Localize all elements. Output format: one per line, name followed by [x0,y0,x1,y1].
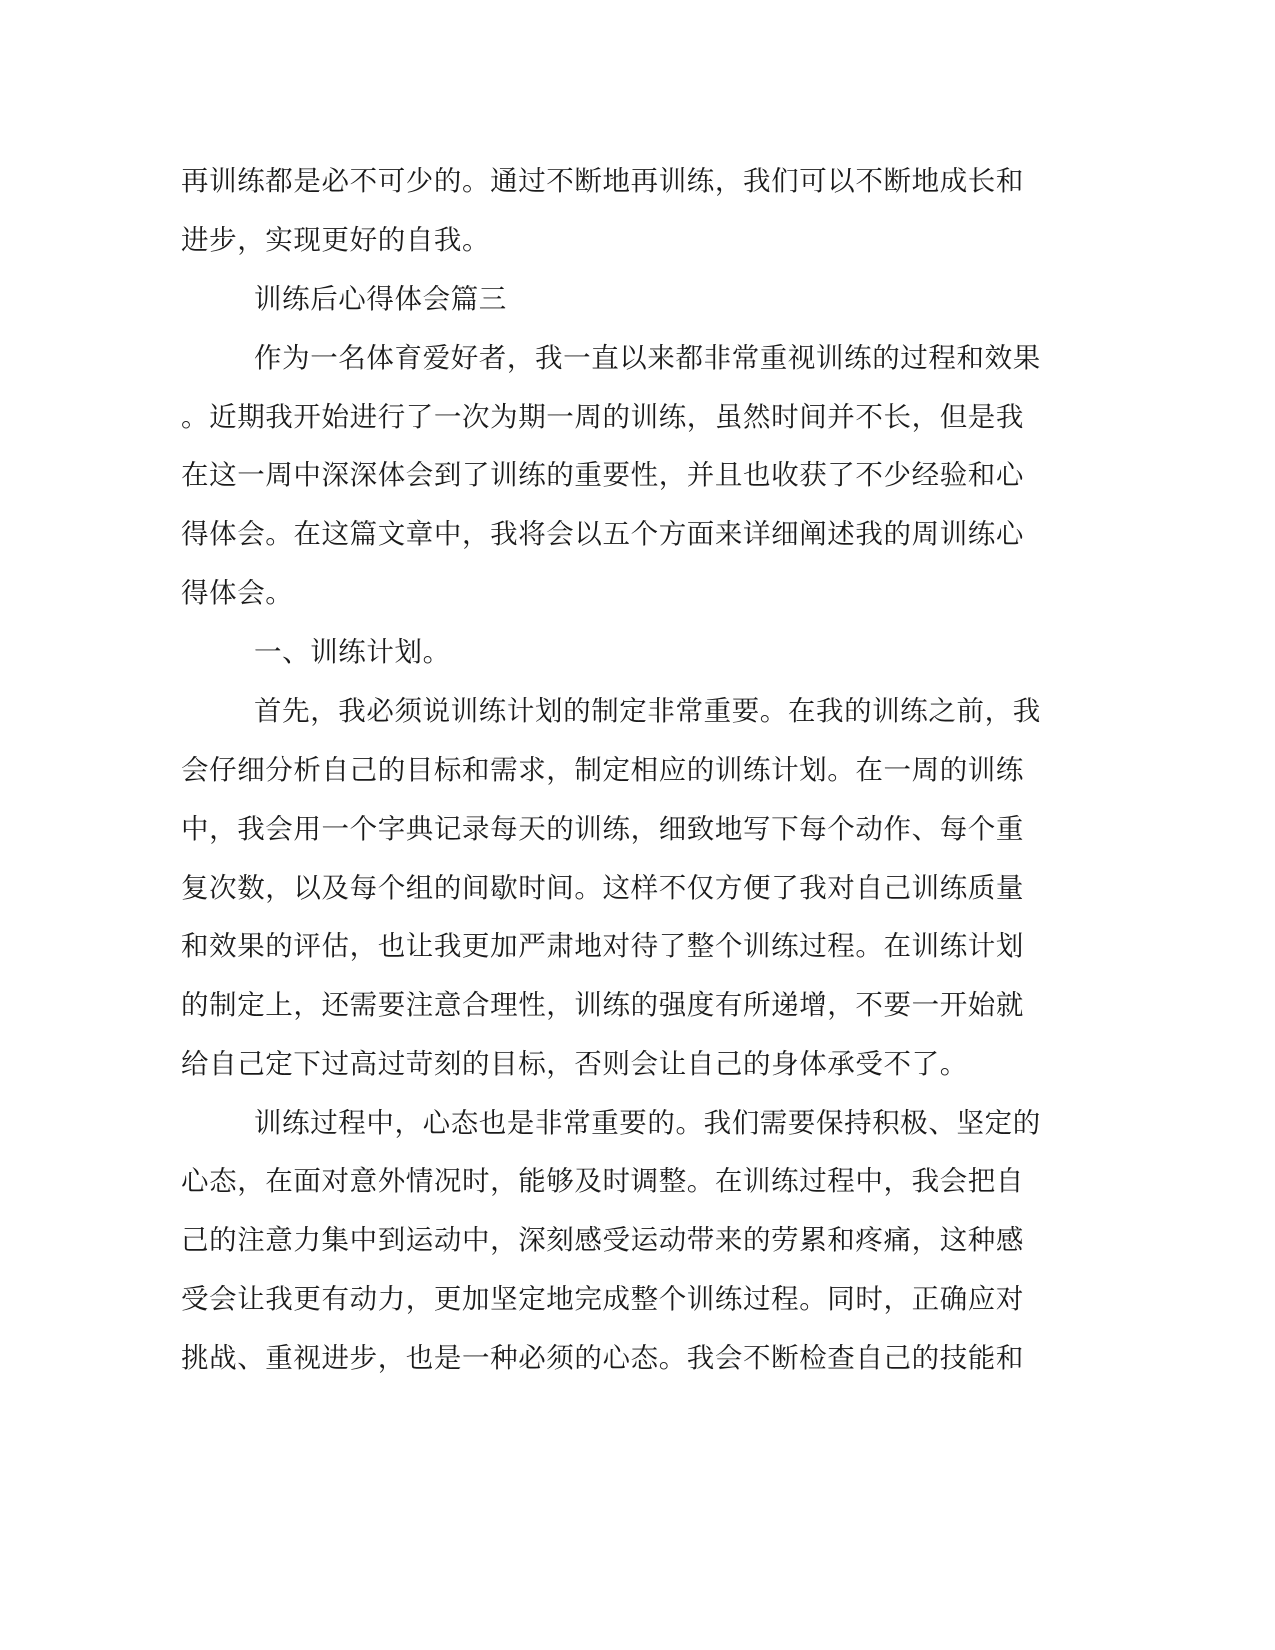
text-line: 受会让我更有动力，更加坚定地完成整个训练过程。同时，正确应对 [181,1283,1024,1315]
subsection-heading: 一、训练计划。 [254,636,451,668]
text-line: 会仔细分析自己的目标和需求，制定相应的训练计划。在一周的训练 [181,754,1024,786]
text-line: 在这一周中深深体会到了训练的重要性，并且也收获了不少经验和心 [181,459,1024,491]
text-line: 得体会。在这篇文章中，我将会以五个方面来详细阐述我的周训练心 [181,518,1024,550]
text-line: 训练过程中，心态也是非常重要的。我们需要保持积极、坚定的 [254,1107,1041,1139]
text-line: 再训练都是必不可少的。通过不断地再训练，我们可以不断地成长和 [181,165,1024,197]
text-line: 挑战、重视进步，也是一种必须的心态。我会不断检查自己的技能和 [181,1342,1024,1374]
text-line: 作为一名体育爱好者，我一直以来都非常重视训练的过程和效果 [254,342,1041,374]
text-line: 。近期我开始进行了一次为期一周的训练，虽然时间并不长，但是我 [181,401,1024,433]
text-line: 给自己定下过高过苛刻的目标，否则会让自己的身体承受不了。 [181,1048,968,1080]
text-line: 心态，在面对意外情况时，能够及时调整。在训练过程中，我会把自 [181,1165,1024,1197]
text-line: 复次数，以及每个组的间歇时间。这样不仅方便了我对自己训练质量 [181,872,1024,904]
section-heading: 训练后心得体会篇三 [254,283,507,315]
text-line: 的制定上，还需要注意合理性，训练的强度有所递增，不要一开始就 [181,989,1024,1021]
text-line: 首先，我必须说训练计划的制定非常重要。在我的训练之前，我 [254,695,1041,727]
text-line: 中，我会用一个字典记录每天的训练，细致地写下每个动作、每个重 [181,813,1024,845]
text-line: 进步，实现更好的自我。 [181,224,491,256]
text-line: 己的注意力集中到运动中，深刻感受运动带来的劳累和疼痛，这种感 [181,1224,1024,1256]
text-line: 和效果的评估，也让我更加严肃地对待了整个训练过程。在训练计划 [181,930,1024,962]
text-line: 得体会。 [181,577,294,609]
